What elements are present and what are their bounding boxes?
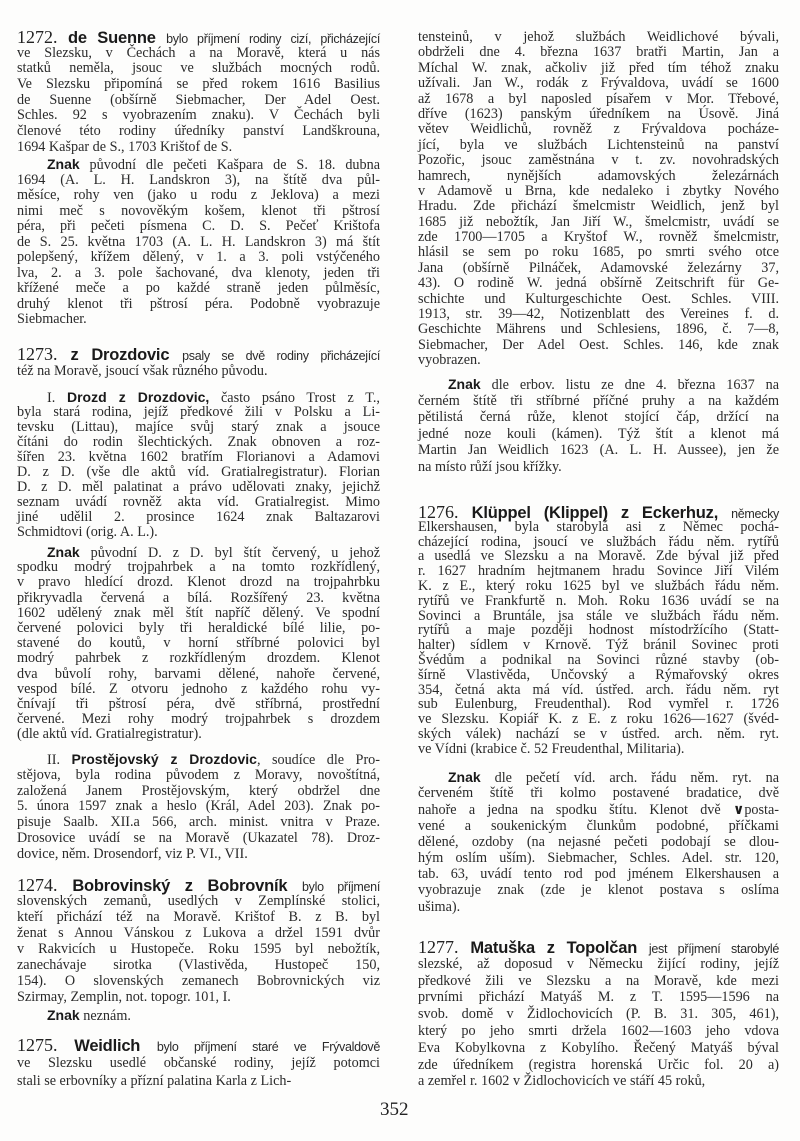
text-line: až 1678 a byl naposled písařem v Mor. Třebové, (418, 90, 779, 107)
entry-number: 1272. (17, 27, 69, 47)
text-run: neznám. (79, 1008, 131, 1024)
text-line: K. z E., který roku 1625 byl ve službách řádu něm. (418, 577, 779, 594)
entry-intro: jest příjmení starobylé (648, 942, 780, 956)
text-line: cházející rodina, jsoucí ve službách řádu něm. rytířů (418, 533, 779, 550)
entry-number: 1274. (17, 875, 73, 895)
text-line: seznam uvádí rovněž akta víd. Gratialregist. Mimo (17, 494, 380, 510)
text-line: dělené, ozdoby (na nejasné pečeti podobají se dlou- (418, 833, 779, 850)
text-line (17, 1007, 380, 1023)
text-line: přikryvadla červená a bílá. Rozšířený 23. května (17, 589, 380, 606)
paragraph (17, 390, 380, 540)
paragraph (17, 1036, 380, 1090)
text-line: černém štítě tři stříbrné příčné pruhy a na každém (418, 392, 779, 409)
text-line: zanechávaje sirotka (Vlastivěda, Hustopeč 150, (17, 957, 380, 973)
text-line: (dle aktů víd. Gratialregistratur). (17, 726, 202, 743)
entry-name: Weidlich (74, 1037, 157, 1055)
text-line: halter) sídlem v Krnově. Týž bránil Sovinec proti (418, 637, 779, 654)
text-line (418, 769, 779, 785)
text-line: 1602 udělený znak měl štít napříč dělený. Ve spodní (17, 604, 380, 621)
text-run: posta- (744, 802, 779, 819)
text-line: jedné noze kouli (kámen). Týž štít a klenot má (418, 425, 779, 442)
entry-intro: bylo příjmení (302, 880, 380, 894)
text-run: dle pečetí víd. arch. řádu něm. ryt. na (480, 770, 779, 786)
bold-term: Znak (47, 156, 80, 172)
paragraph (17, 752, 380, 863)
text-run: nahoře a jedna na spodku štítu. Klenot dvě (418, 802, 733, 819)
text-line (17, 752, 380, 768)
text-line: schichte und Kulturgeschichte Oest. Schles. VIII. (418, 290, 779, 307)
text-line: větev Weidlichů, rovněž z Frývaldova pocháze- (418, 121, 779, 138)
text-line: Míchal W. znak, ačkoliv již před tím téhož znaku (418, 59, 779, 76)
text-line: Ve Slezsku připomíná se před rokem 1616 Basilius (17, 76, 380, 93)
text-line: D. z D. měl palatinat a právo udělovati znaky, jejichž (17, 479, 380, 495)
page-number: 352 (380, 1099, 409, 1120)
text-line: slezské, až doposud v Německu žijící rodiny, jejíž (418, 955, 779, 972)
text-line: 43). O rodině W. jedná obšírně Zeitschrift für Ge- (418, 275, 779, 292)
bold-term: Znak (448, 376, 481, 392)
text-line: který po jeho smrti držela 1602—1603 jeho vdova (418, 1022, 779, 1039)
text-line: v pravo hledící drozd. Klenot drozd na trojpahrbku (17, 574, 380, 591)
text-line (17, 1036, 380, 1054)
paragraph (17, 157, 380, 328)
text-line: hlásil se sem po roku 1685, po smrti svého otce (418, 244, 779, 261)
text-line: červeném štítě tři kolmo postavené bradatice, dvě (418, 785, 779, 802)
text-line: lva, 2. a 3. pole šachované, dva klenoty, jeden tři (17, 264, 380, 281)
text-line: druhý klenot tři pštrosí péra. Podobně vyobrazuje (17, 295, 380, 312)
text-line: tevsku (Littau), majíce svůj starý znak a jsouce (17, 419, 380, 435)
text-line: čnívají tři pštrosí péra, dvě stříbrná, prostřední (17, 695, 380, 712)
entry-intro: bylo příjmení rodiny cizí, přicházející (166, 32, 380, 46)
text-line: vené a soukenickým člunkům podobné, příčkami (418, 817, 779, 834)
text-line: 1913, str. 39—42, Notizenblatt des Vereines f. d. (418, 306, 779, 323)
text-line (418, 801, 779, 817)
text-line: pětilistá černá růže, klenot stojící čáp, držící na (418, 409, 779, 426)
paragraph (17, 1007, 380, 1023)
text-run: II. (47, 752, 72, 768)
text-line: byla stará rodina, jejíž předkové žili v Polsku a Li- (17, 404, 380, 420)
text-line: dovice, něm. Drosendorf, viz P. VI., VII. (17, 845, 248, 862)
entry-intro: psaly se dvě rodiny přicházející (182, 349, 380, 363)
text-line: Eva Kobylkovna z Kobylího. Řečený Matyáš býval (418, 1039, 779, 1056)
text-line: Drosovice uvádí se na Moravě (Ukazatel 78). Droz- (17, 829, 380, 846)
entry-number: 1275. (17, 1035, 75, 1055)
text-line: obdrželi dne 4. března 1637 bratři Martin, Jan a (418, 44, 779, 61)
text-line: Pozořic, jsouc zaměstnána v t. zv. novohradských (418, 152, 779, 169)
text-line: dva bůvolí rohy, barvami dělené, nahoře červené, (17, 665, 380, 682)
text-line: rytířů ve Frankfurtě n. Moh. Roku 1636 uvádí se na (418, 592, 779, 609)
text-line: D. z D. (vše dle aktů víd. Gratialregistratur). Florian (17, 464, 380, 480)
text-run: původní D. z D. byl štít červený, u jehož (79, 545, 380, 561)
text-line: nimi meč s novověkým košem, klenot tři pštrosí (17, 202, 380, 219)
entry-number: 1276. (418, 502, 472, 522)
text-line: ženat s Annou Vánskou z Lukova a držel 1591 dvůr (17, 925, 380, 941)
text-line: užívali. Jan W., rodák z Frývaldova, uvádí se 1600 (418, 75, 779, 92)
text-line: a zemřel r. 1602 v Židlochovicích ve stáří 45 roků, (418, 1073, 706, 1090)
text-line (17, 27, 380, 47)
text-line: vyobrazuje znak (zde je klenot postava s oslíma (418, 882, 779, 899)
text-line: ve Slezsku, v Čechách a na Moravě, která u nás (17, 44, 380, 61)
text-line: polepšený, křížem dělený, v 1. a 3. poli vstýčeného (17, 249, 380, 265)
text-line: šírně Vlastivěda, Unčovský a Rýmařovský okres (418, 666, 779, 683)
text-line: de Suenne (obšírně Siebmacher, Der Adel Oest. (17, 91, 380, 108)
text-line: sub Eulenburg, Freudenthal). Rod vymřel r. 1726 (418, 696, 779, 713)
text-line: statků neměla, jsouc ve službách mocných rodů. (17, 60, 380, 77)
text-line: Elkershausen, byla starobylá asi z Němec pochá- (418, 518, 779, 535)
text-line: 154). O slovenských zemanech Bobrovnických viz (17, 973, 380, 989)
paragraph (418, 30, 779, 369)
bold-term: Drozd z Drozdovic, (66, 389, 210, 405)
text-line: 1685 již nebožtík, Jan Jiří W., šmelcmistr, uvádí se (418, 213, 779, 230)
text-line: rytířů a maje později hodnost místodržícího (Statt- (418, 622, 779, 639)
text-line: hamrech, nynějších adamovských železárnách (418, 167, 779, 184)
text-line: Schmidtovi (orig. A. L.). (17, 524, 158, 540)
text-line (418, 939, 779, 956)
text-line: na místo růží jsou křížky. (418, 458, 562, 475)
text-line: ve Slezsku. Kopiář K. z E. z roku 1626—1627 (švéd- (418, 711, 779, 728)
text-line: Schles. 92 s vyobrazením znaku). V Čechách byli (17, 107, 380, 124)
text-line: hým oslím uším). Siebmacher, Schles. Adel. str. 120, (418, 849, 779, 866)
text-line: stějova, byla rodina původem z Moravy, novoštítná, (17, 766, 380, 783)
text-line: Hradu. Zde přichází šmelcmistr Weidlich, jenž byl (418, 198, 779, 215)
text-line: v Rakvicích u Hustopeče. Roku 1595 byl nebožtík, (17, 941, 380, 957)
text-line: 354, četná akta má víd. ústřed. arch. řádu něm. ryt (418, 681, 779, 698)
paragraph (418, 939, 779, 1090)
text-line: tab. 63, uvádí tento rod pod jménem Elkershausen a (418, 866, 779, 883)
entry-number: 1273. (17, 344, 71, 364)
text-line: ve Slezsku usedlé občanské rodiny, jejíž potomci (17, 1055, 380, 1071)
text-line: slovenských zemanů, usedlých v Zemplínské stolici, (17, 893, 380, 909)
text-line: 1694 (A. L. H. Landskron 3), na štítě dva půl- (17, 171, 380, 188)
paragraph (418, 376, 779, 476)
text-line: Sovinci a Bruntále, jsa stále ve službách řádu něm. (418, 607, 779, 624)
text-line: zde 1700—1705 a Kryštof W., rovněž šmelcmistr, (418, 229, 779, 246)
bold-term: Znak (47, 544, 80, 560)
entry-intro: německy (731, 507, 779, 521)
text-line (17, 390, 380, 405)
paragraph (17, 346, 380, 380)
text-line: r. 1627 hradním hejtmanem hradu Sovince Jiří Vilém (418, 563, 779, 580)
text-run: často psáno Trost z T., (209, 390, 380, 406)
text-line: čítáni do rodin šlechtických. Znak obnoven a roz- (17, 434, 380, 450)
text-line (418, 376, 779, 393)
entry-number: 1277. (418, 937, 471, 957)
text-run: I. (47, 390, 67, 406)
entry-name: Bobrovinský z Bobrovník (72, 877, 303, 895)
text-line (17, 545, 380, 560)
text-line: kteří přichází též na Moravě. Krištof B. z B. byl (17, 909, 380, 925)
text-line: Siebmacher. (17, 311, 87, 327)
text-line: v Adamově u Brna, kde nedaleko i zbytky Nového (418, 182, 779, 199)
paragraph (17, 545, 380, 742)
text-line: stali se erbovníky a přízní palatina Karla z Lich- (17, 1073, 292, 1089)
text-line: Siebmacher, Der Adel Oest. Schles. 146, kde znak (418, 336, 779, 353)
text-line: červené. Mezi rohy modrý trojpahrbek s drozdem (17, 711, 380, 728)
text-line: též na Moravě, jsoucí však různého původu. (17, 363, 268, 379)
text-line: prvními přichází Matyáš M. z T. 1595—1596 na (418, 989, 779, 1006)
paragraph (17, 27, 380, 156)
paragraph (418, 769, 779, 915)
text-line: vespod bílé. Z otvoru jednoho z každého rohu vy- (17, 680, 380, 697)
text-line: pisuje Saalb. XII.a 566, arch. minist. vnitra v Praze. (17, 814, 380, 831)
text-run: , soudíce dle Pro- (256, 752, 380, 768)
text-line: ušima). (418, 898, 461, 915)
text-line: jící, byla ve službách Lichtensteinů na panství (418, 136, 779, 153)
text-line: 1694 Kašpar de S., 1703 Krištof de S. (17, 138, 233, 155)
text-line: péra, při pečeti písmena C. D. S. Pečeť Krištofa (17, 218, 380, 234)
text-line (17, 346, 380, 363)
bold-term: Znak (47, 1007, 80, 1023)
text-line: Szirmay, Zemplin, not. topogr. 101, I. (17, 989, 231, 1005)
entry-name: z Drozdovic (70, 346, 183, 364)
text-run: dle erbov. listu ze dne 4. března 1637 na (480, 377, 779, 393)
text-run: původní dle pečeti Kašpara de S. 18. dubna (79, 157, 380, 173)
entry-name: Matuška z Topolčan (470, 939, 649, 957)
text-line: de S. 25. května 1703 (A. L. H. Landskron 3) má štít (17, 233, 380, 250)
text-line (17, 877, 380, 893)
text-line: červené polovici byly tři heraldické bílé lilie, po- (17, 619, 380, 636)
text-line: zde úředníkem (registra horenská Určic fol. 20 a) (418, 1056, 779, 1073)
text-line: Martin Jan Weidlich 1623 (A. L. H. Aussee), jen že (418, 442, 779, 459)
text-line: a usedlá ve Slezsku a na Moravě. Zde býval již před (418, 548, 779, 565)
text-line: vyobrazen. (418, 352, 481, 369)
text-line: dříve (1623) panským úředníkem na Úsově. Jiná (418, 105, 779, 122)
text-line: předkové žili ve Slezsku a na Moravě, kde mezi (418, 972, 779, 989)
text-line: založená Janem Prostějovským, který obdržel dne (17, 782, 380, 799)
entry-name: de Suenne (68, 29, 167, 47)
text-line: jiné udělil 2. prosince 1624 znak Baltazarovi (17, 509, 380, 525)
entry-name: Klüppel (Klippel) z Eckerhuz, (471, 504, 732, 522)
text-line: šířen 23. května 1602 bratřím Florianovi a Adamovi (17, 449, 380, 465)
text-line: Švédům a podnikal na Sovinci různé stavby (ob- (418, 651, 779, 668)
text-line: tensteinů, v jehož službách Weidlichové bývali, (418, 29, 779, 45)
text-line: stavené do koutů, v horní stříbrné polovici byl (17, 635, 380, 652)
text-line: ských válek) nachází se v ústřed. arch. něm. ryt. (418, 725, 779, 742)
bold-term: ∨ (732, 801, 745, 818)
text-line: křížené meče a po každé straně jeden půlměsíc, (17, 280, 380, 296)
text-line: Jana (obšírně Pilnáček, Adamovské železárny 37, (418, 259, 779, 276)
entry-intro: bylo příjmení staré ve Frývaldově (156, 1040, 381, 1054)
text-line: ve Vídni (krabice č. 52 Freudenthal, Militaria). (418, 740, 685, 757)
text-line (418, 502, 779, 522)
text-line: modrý pahrbek z rozkřídleným drozdem. Klenot (17, 650, 380, 667)
text-line (17, 157, 380, 173)
paragraph (17, 877, 380, 1005)
text-line: 5. února 1597 znak a heslo (Král, Adel 203). Znak po- (17, 798, 380, 815)
text-line: členové této rodiny úředníky panství Landškrouna, (17, 123, 380, 140)
text-line: spodku modrý trojpahrbek a na tomto rozkřídlený, (17, 559, 380, 576)
paragraph (418, 502, 779, 757)
text-line: Geschichte Mährens und Schlesiens, 1896, č. 7—8, (418, 321, 779, 338)
bold-term: Znak (448, 769, 481, 785)
text-line: svob. domě v Židlochovicích (P. B. 31. 305, 461), (418, 1006, 779, 1023)
bold-term: Prostějovský z Drozdovic (71, 751, 257, 767)
text-line: měsíce, rohy ven (jako u rodu z Jeklova) a mezi (17, 187, 380, 203)
